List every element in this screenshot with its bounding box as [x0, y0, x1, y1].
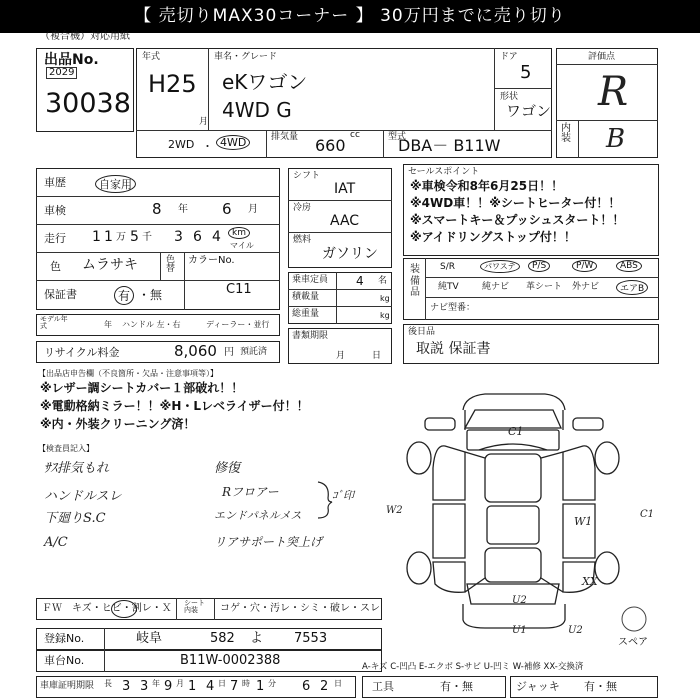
after-notes-label: 後日品 — [408, 327, 436, 337]
cert-label: 車庫証明期限 — [40, 681, 95, 691]
color-label: 色 — [50, 260, 61, 273]
registration-number: 7553 — [294, 631, 328, 646]
inspector-left-2: ハンドルスレ — [44, 489, 122, 504]
shape-label: 形状 — [500, 92, 519, 102]
history-label: 車歴 — [44, 176, 66, 189]
equip-ext-navi: 外ナビ — [572, 282, 600, 292]
color-code: C11 — [226, 282, 252, 297]
drive-2wd: 2WD — [168, 138, 195, 151]
registration-label: 登録No. — [44, 632, 85, 645]
registration-row — [36, 628, 382, 650]
equip-ps: P/S — [528, 260, 550, 272]
warranty-has: 有 — [114, 286, 134, 305]
cert-digit-9: 2 — [320, 679, 329, 694]
shift-value: IAT — [334, 181, 356, 197]
mileage-d6: 4 — [212, 229, 221, 245]
fw-options: キズ・ヒビ・割レ・Ｘ — [72, 603, 172, 614]
cert-unit-7: 日 — [334, 679, 342, 688]
equip-sr: S/R — [440, 262, 455, 272]
mileage-unit-km: km — [228, 227, 250, 239]
equip-pw: P/W — [572, 260, 597, 272]
model-code-label: 型式 — [388, 132, 407, 142]
docs-deadline-day: 日 — [372, 351, 382, 361]
tools-label: 工具 — [372, 680, 394, 693]
equip-navi: 純ナビ — [482, 282, 510, 292]
lot-number: 30038 — [45, 88, 131, 119]
equip-tv: 純TV — [438, 282, 459, 292]
shift-label: シフト — [293, 171, 321, 181]
cert-digit-6: 7 — [230, 679, 239, 694]
car-name-label: 車名・グレード — [214, 52, 278, 62]
diagram-mark-w1: W1 — [574, 515, 593, 528]
shape-value: ワゴン — [506, 102, 552, 120]
recycle-unit: 円 — [224, 347, 234, 358]
recycle-deposit: 預託済 — [240, 347, 268, 357]
color-value: ムラサキ — [82, 257, 138, 273]
gross-label: 総重量 — [292, 309, 320, 319]
color-code-label: カラーNo. — [188, 255, 235, 266]
chassis-value: B11W-0002388 — [180, 653, 281, 668]
cert-digit-1: 3 — [122, 679, 131, 694]
inspection-month-unit: 月 — [248, 204, 258, 215]
diagram-mark-w2: W2 — [386, 505, 403, 516]
color-change-label: 色替 — [166, 255, 176, 274]
mileage-unit-mile: マイル — [230, 241, 254, 250]
fuel-label: 燃料 — [293, 235, 312, 245]
inspection-year: 8 — [152, 200, 162, 218]
model-year-month: 月 — [199, 117, 209, 127]
exhibitor-note-1: ※レザー調シートカバー１部破れ！！ — [40, 381, 244, 395]
displacement-unit: cc — [350, 130, 360, 140]
seat-options: コゲ・穴・汚レ・シミ・破レ・スレ — [220, 603, 380, 614]
displacement-value: 660 — [315, 136, 346, 155]
equip-leather: 革シート — [526, 282, 563, 292]
fw-label: ＦＷ — [42, 603, 62, 614]
gross-unit: kg — [380, 311, 390, 320]
car-name-line1: eKワゴン — [222, 70, 308, 94]
recycle-label: リサイクル料金 — [44, 346, 120, 359]
fuel-value: ガソリン — [322, 246, 378, 262]
mileage-label: 走行 — [44, 232, 66, 245]
capacity-label: 乗車定員 — [292, 275, 329, 285]
sheet-note: （複合機）対応用紙 — [40, 31, 130, 42]
inspector-left-1: ｻｽ排気もれ — [44, 461, 110, 476]
inspector-label: 【検査員記入】 — [38, 444, 94, 453]
cert-digit-4: 1 — [188, 679, 197, 694]
mileage-d1: 1 — [92, 229, 101, 245]
capacity-value: 4 — [356, 274, 364, 288]
seat-label: シート内装 — [184, 599, 205, 614]
lot-label: 出品No. — [44, 52, 99, 68]
equip-airbag: エアB — [616, 280, 648, 295]
mileage-d3: 5 — [130, 229, 139, 245]
sales-point-3: ※スマートキー＆プッシュスタート！！ — [410, 213, 625, 227]
cert-unit-6: 分 — [268, 679, 276, 688]
cert-unit-4: 日 — [218, 679, 226, 688]
navi-model-label: ナビ型番： — [430, 303, 476, 313]
cert-unit-2: 年 — [152, 679, 160, 688]
jack-label: ジャッキ — [516, 680, 560, 693]
drive-sep: ・ — [202, 140, 213, 153]
sales-point-2: ※4WD車！！※シートヒーター付！！ — [410, 196, 621, 210]
chassis-label: 車台No. — [44, 654, 85, 667]
grade-label: 評価点 — [588, 52, 616, 62]
equip-powersteer: パワステ — [480, 260, 520, 273]
cert-unit-1: 長 — [104, 679, 112, 688]
diagram-mark-u1: U1 — [512, 625, 527, 636]
docs-deadline-month: 月 — [336, 351, 346, 361]
diagram-mark-xx: XX — [582, 575, 598, 588]
cert-digit-3: 9 — [164, 679, 173, 694]
model-code-value: DBA－ B11W — [398, 136, 501, 155]
model-row-dealer: ディーラー・並行 — [206, 320, 270, 329]
interior-value: B — [606, 124, 626, 154]
capacity-unit: 名 — [378, 276, 388, 286]
inspector-left-4: A/C — [44, 535, 68, 550]
diagram-mark-u2-bottom: U2 — [512, 595, 527, 606]
model-row-handle: ハンドル 左・右 — [122, 320, 181, 329]
model-year-label: 年式 — [142, 52, 161, 62]
diagram-mark-c1-right: C1 — [640, 509, 655, 520]
jack-value: 有・無 — [584, 680, 617, 693]
warranty-none: ・無 — [138, 288, 163, 302]
inspection-year-unit: 年 — [178, 204, 188, 215]
inspector-left-3: 下廻りS.C — [44, 511, 106, 526]
load-unit: kg — [380, 294, 390, 303]
cert-digit-2: 3 — [140, 679, 149, 694]
corner-banner: 【 売切りMAX30コーナー 】 30万円までに売り切り — [0, 0, 700, 33]
ac-value: AAC — [330, 213, 360, 229]
sales-points-label: セールスポイント — [408, 167, 480, 177]
inspector-right-4: リアサポート突上げ — [214, 535, 323, 549]
model-row-label: モデル年式 — [40, 315, 68, 330]
cert-unit-5: 時 — [242, 679, 250, 688]
inspector-bracket — [316, 480, 334, 520]
car-name-line2: 4WD G — [222, 98, 292, 122]
load-label: 積載量 — [292, 292, 320, 302]
cert-digit-7: 1 — [256, 679, 265, 694]
displacement-label: 排気量 — [271, 132, 299, 142]
inspector-bracket-note: ｺﾞ印 — [332, 489, 354, 502]
mileage-d4: 3 — [174, 229, 183, 245]
exhibitor-notes-label: 【出品店申告欄（不良箇所・欠品・注意事項等）】 — [38, 369, 218, 378]
equip-abs: ABS — [616, 260, 642, 272]
registration-kana: よ — [250, 631, 264, 646]
sales-point-1: ※車検令和8年6月25日！！ — [410, 179, 564, 193]
mileage-d2: 1 — [104, 229, 113, 245]
ac-label: 冷房 — [293, 203, 312, 213]
inspector-right-3: エンドパネルメス — [214, 509, 302, 522]
model-row-year: 年 — [104, 320, 112, 329]
tools-value: 有・無 — [440, 680, 473, 693]
inspector-right-2: Rフロアー — [222, 485, 279, 499]
damage-legend: A-キズ C-凹凸 E-エクボ S-サビ U-凹ミ W-補修 XX-交換済 — [362, 662, 584, 672]
mileage-unit-man: 万 — [116, 232, 126, 243]
mileage-d5: 6 — [193, 229, 202, 245]
diagram-mark-u2-right: U2 — [568, 625, 583, 636]
diagram-mark-c1-top: C1 — [508, 425, 524, 438]
registration-class: 582 — [210, 631, 235, 646]
lot-small-number: 2029 — [46, 67, 77, 79]
grade-value: R — [598, 69, 629, 115]
registration-place: 岐阜 — [136, 631, 163, 646]
equipment-label: 装備品 — [410, 264, 420, 298]
exhibitor-note-3: ※内・外装クリーニング済！ — [40, 417, 196, 431]
spare-label: スペア — [618, 637, 648, 648]
spare-tire-icon — [620, 604, 648, 634]
sales-point-4: ※アイドリングストップ付！！ — [410, 230, 576, 244]
docs-deadline-label: 書類期限 — [292, 331, 329, 341]
fw-circle-mark — [111, 600, 137, 618]
inspector-right-1: 修復 — [214, 461, 241, 476]
cert-unit-3: 月 — [176, 679, 184, 688]
mileage-unit-sen: 千 — [142, 232, 152, 243]
doors-value: 5 — [520, 62, 532, 83]
doors-label: ドア — [500, 52, 518, 62]
history-value: 自家用 — [95, 175, 136, 193]
exhibitor-note-2: ※電動格納ミラー！！※H・Lレベライザー付！！ — [40, 399, 309, 413]
inspection-month: 6 — [222, 200, 232, 218]
after-notes-value: 取説 保証書 — [416, 341, 491, 357]
inspection-label: 車検 — [44, 204, 66, 217]
model-year-value: H25 — [148, 70, 197, 98]
cert-digit-8: 6 — [302, 679, 311, 694]
recycle-value: 8,060 — [174, 342, 217, 360]
interior-label: 内装 — [561, 123, 571, 144]
drive-4wd-circled: 4WD — [216, 135, 250, 150]
warranty-label: 保証書 — [44, 288, 77, 301]
cert-digit-5: 4 — [206, 679, 215, 694]
